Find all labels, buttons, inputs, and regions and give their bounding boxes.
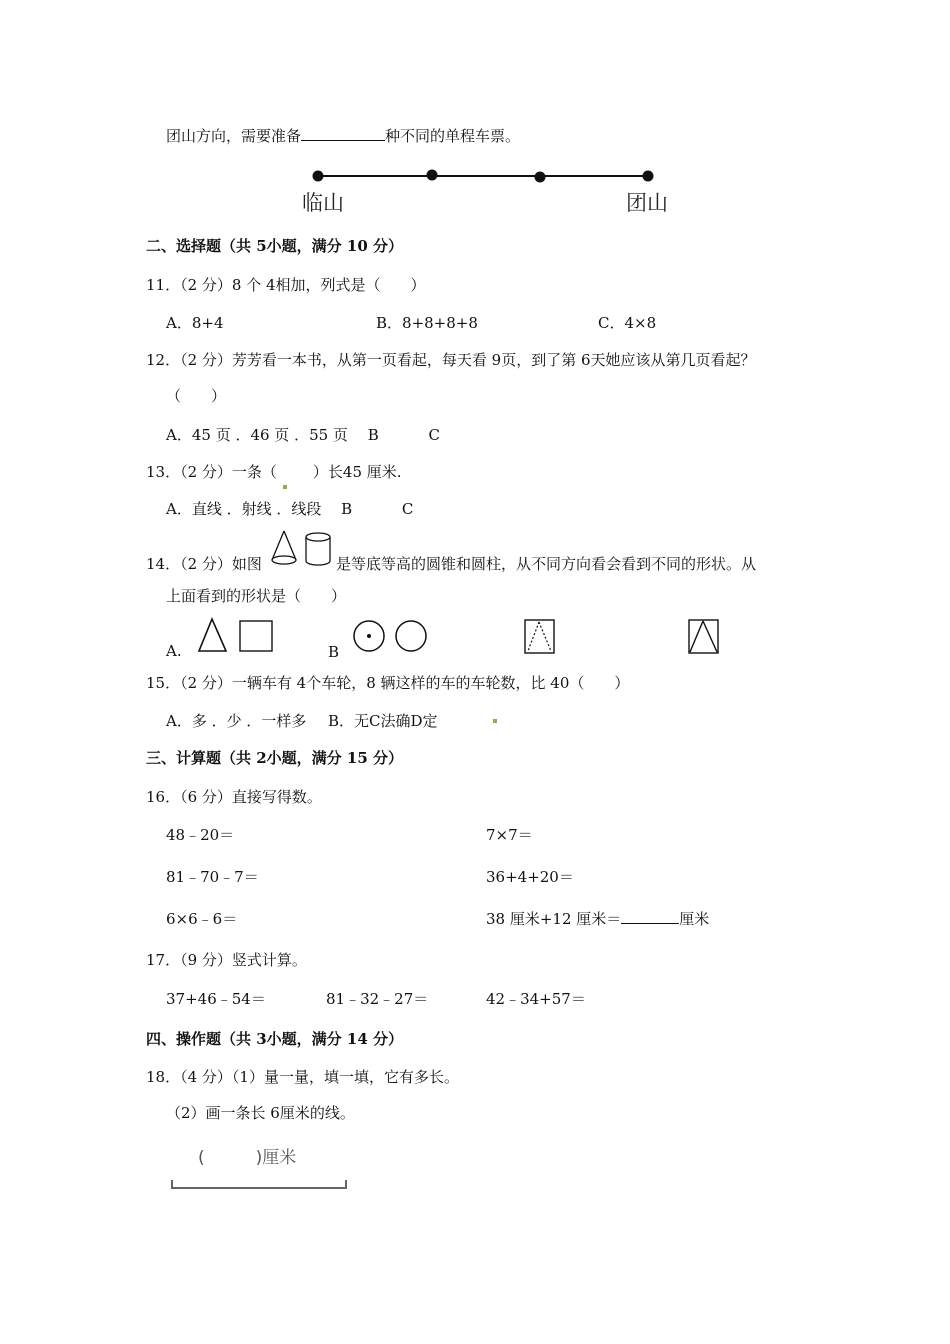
station-right-label: 团山 <box>626 191 668 215</box>
dashed-triangle-icon <box>528 622 551 651</box>
q11-option-b[interactable]: B．8+8+8+8 <box>376 314 478 332</box>
circle-icon <box>396 621 426 651</box>
q14-stem-prefix: 14．（2 分）如图 <box>146 555 262 573</box>
center-dot <box>367 634 371 638</box>
triangle-icon <box>690 621 717 652</box>
section2-title: 二、选择题（共 5小题，满分 10 分） <box>146 237 403 255</box>
station-dot <box>535 172 546 183</box>
q10-text-after: 种不同的单程车票。 <box>385 127 521 145</box>
q14-option-b-figure[interactable] <box>348 618 434 658</box>
q16-item[interactable]: 48﹣20＝ <box>166 826 235 844</box>
q17-stem: 17．（9 分）竖式计算。 <box>146 951 307 969</box>
q11-option-a[interactable]: A．8+4 <box>166 314 224 332</box>
q13-stem-part2: ）长45 厘米. <box>312 463 402 481</box>
q18-stem: 18．（4 分）（1）量一量，填一填，它有多长。 <box>146 1068 459 1086</box>
square-icon <box>240 621 272 651</box>
q11-stem: 11．（2 分）8 个 4相加，列式是（ ） <box>146 276 426 294</box>
q16-item[interactable]: 36+4+20＝ <box>486 868 574 886</box>
q14-option-c-figure[interactable] <box>522 617 558 657</box>
q18-sub2: （2）画一条长 6厘米的线。 <box>166 1104 355 1122</box>
q16-item[interactable]: 7×7＝ <box>486 826 533 844</box>
q16-stem: 16．（6 分）直接写得数。 <box>146 788 322 806</box>
q14-stem-line2: 上面看到的形状是（ ） <box>166 587 347 605</box>
rectangle-icon <box>689 620 718 653</box>
q13-stem <box>146 461 402 482</box>
q16-item-6[interactable] <box>486 908 709 929</box>
q16-item[interactable]: 81﹣70﹣7＝ <box>166 868 259 886</box>
measured-segment <box>168 1176 352 1196</box>
measure-label[interactable]: ( )厘米 <box>198 1148 297 1168</box>
q13-options[interactable]: A．直线 ．射线 ．线段 B C <box>166 500 414 518</box>
q15-options[interactable]: A．多 ．少 ．一样多 <box>166 712 307 730</box>
station-dot <box>427 170 438 181</box>
q17-item[interactable]: 42﹣34+57＝ <box>486 990 586 1008</box>
triangle-icon <box>199 619 226 651</box>
q17-item[interactable]: 37+46﹣54＝ <box>166 990 266 1008</box>
q10-line <box>166 125 520 146</box>
station-dot <box>643 171 654 182</box>
q14-stem-suffix: 是等底等高的圆锥和圆柱，从不同方向看会看到不同的形状。从 <box>336 555 757 573</box>
q12-stem: 12．（2 分）芳芳看一本书，从第一页看起，每天看 9页，到了第 6天她应该从第几页看起？ <box>146 351 756 369</box>
q17-item[interactable]: 81﹣32﹣27＝ <box>326 990 429 1008</box>
q10-text-before: 团山方向，需要准备 <box>166 127 302 145</box>
q14-option-d-figure[interactable] <box>686 617 722 657</box>
cylinder-icon <box>306 533 330 565</box>
cone-icon <box>272 531 296 564</box>
q16-item6-prefix: 38 厘米+12 厘米＝ <box>486 910 622 928</box>
section3-title: 三、计算题（共 2小题，满分 15 分） <box>146 749 403 767</box>
q14-option-a-label[interactable]: A. <box>166 642 182 660</box>
q16-answer-blank[interactable] <box>621 923 679 924</box>
q14-option-a-figure[interactable] <box>196 616 276 656</box>
q13-stem-part1: 13．（2 分）一条（ <box>146 463 277 481</box>
q15-stem: 15．（2 分）一辆车有 4个车轮，8 辆这样的车的车轮数，比 40（ ） <box>146 674 630 692</box>
q15-options-tail[interactable]: B．无C法确D定 <box>328 712 438 730</box>
ink-dot <box>283 485 287 489</box>
q16-item[interactable]: 6×6﹣6＝ <box>166 910 238 928</box>
q10-route-diagram <box>300 160 680 220</box>
q12-paren: （ ） <box>166 387 227 405</box>
station-left-label: 临山 <box>302 191 344 215</box>
section4-title: 四、操作题（共 3小题，满分 14 分） <box>146 1030 403 1048</box>
q14-option-b-label[interactable]: B <box>328 643 340 661</box>
q10-answer-blank[interactable] <box>301 140 385 141</box>
ink-dot <box>493 719 497 723</box>
q16-item6-suffix: 厘米 <box>679 910 710 928</box>
q11-option-c[interactable]: C．4×8 <box>598 314 657 332</box>
q12-options[interactable]: A．45 页 ．46 页 ．55 页 B C <box>166 426 440 444</box>
cone-cylinder-figure <box>268 528 338 576</box>
station-dot <box>313 171 324 182</box>
